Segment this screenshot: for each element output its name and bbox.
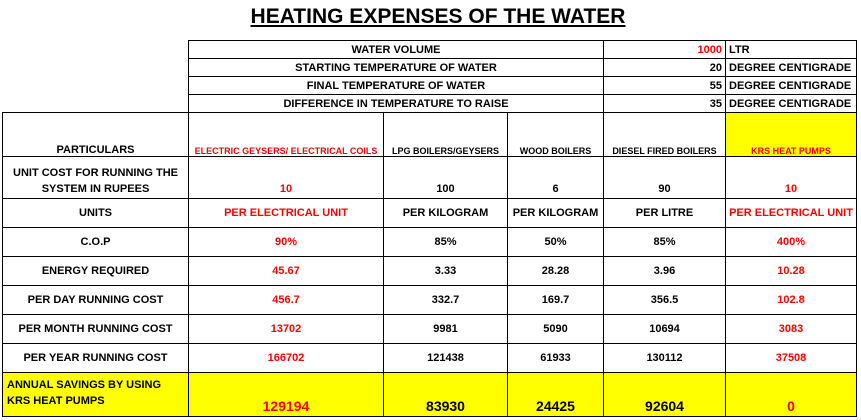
cell-lpg: 9981: [384, 315, 508, 344]
cell-lpg: 3.33: [384, 257, 508, 286]
info-unit: DEGREE CENTIGRADE: [726, 59, 857, 77]
expenses-table: [2, 40, 857, 417]
col-krs: KRS HEAT PUMPS: [726, 113, 857, 157]
savings-krs: 0: [726, 373, 857, 417]
cell-lpg: 100: [384, 157, 508, 199]
savings-lpg: 83930: [384, 373, 508, 417]
cell-diesel: 130112: [604, 344, 726, 373]
savings-electric: 129194: [189, 373, 384, 417]
info-label: FINAL TEMPERATURE OF WATER: [189, 77, 604, 95]
cell-electric: 90%: [189, 228, 384, 257]
cell-lpg: 85%: [384, 228, 508, 257]
row-unit-cost: [3, 157, 857, 199]
info-value: 20: [604, 59, 726, 77]
row-label: PER YEAR RUNNING COST: [3, 344, 189, 373]
info-row-start-temp: [3, 59, 857, 77]
info-unit: LTR: [726, 41, 857, 59]
cell-krs: 102.8: [726, 286, 857, 315]
info-value: 1000: [604, 41, 726, 59]
cell-krs: 10.28: [726, 257, 857, 286]
cell-wood: 50%: [508, 228, 604, 257]
col-electric: ELECTRIC GEYSERS/ ELECTRICAL COILS: [189, 113, 384, 157]
cell-electric: PER ELECTRICAL UNIT: [189, 199, 384, 228]
cell-diesel: 85%: [604, 228, 726, 257]
row-label: UNITS: [3, 199, 189, 228]
cell-krs: 10: [726, 157, 857, 199]
cell-diesel: 356.5: [604, 286, 726, 315]
cell-electric: 10: [189, 157, 384, 199]
savings-wood: 24425: [508, 373, 604, 417]
cell-wood: 5090: [508, 315, 604, 344]
row-per-year: [3, 344, 857, 373]
header-row: [3, 113, 857, 157]
cell-krs: 37508: [726, 344, 857, 373]
row-per-month: [3, 315, 857, 344]
info-row-final-temp: [3, 77, 857, 95]
cell-lpg: PER KILOGRAM: [384, 199, 508, 228]
row-units: [3, 199, 857, 228]
cell-wood: 28.28: [508, 257, 604, 286]
cell-electric: 13702: [189, 315, 384, 344]
row-cop: [3, 228, 857, 257]
row-label: PER MONTH RUNNING COST: [3, 315, 189, 344]
info-row-volume: [3, 41, 857, 59]
savings-diesel: 92604: [604, 373, 726, 417]
info-label: STARTING TEMPERATURE OF WATER: [189, 59, 604, 77]
cell-diesel: 90: [604, 157, 726, 199]
cell-wood: 169.7: [508, 286, 604, 315]
row-savings: [3, 373, 857, 417]
row-per-day: [3, 286, 857, 315]
cell-diesel: 3.96: [604, 257, 726, 286]
info-label: WATER VOLUME: [189, 41, 604, 59]
cell-krs: PER ELECTRICAL UNIT: [726, 199, 857, 228]
cell-wood: 6: [508, 157, 604, 199]
row-label: PER DAY RUNNING COST: [3, 286, 189, 315]
cell-electric: 456.7: [189, 286, 384, 315]
cell-krs: 400%: [726, 228, 857, 257]
cell-diesel: 10694: [604, 315, 726, 344]
cell-diesel: PER LITRE: [604, 199, 726, 228]
cell-wood: PER KILOGRAM: [508, 199, 604, 228]
info-unit: DEGREE CENTIGRADE: [726, 95, 857, 113]
col-lpg: LPG BOILERS/GEYSERS: [384, 113, 508, 157]
row-label: UNIT COST FOR RUNNING THE SYSTEM IN RUPEES: [3, 157, 189, 199]
cell-electric: 166702: [189, 344, 384, 373]
savings-label: ANNUAL SAVINGS BY USING KRS HEAT PUMPS: [3, 373, 189, 417]
info-unit: DEGREE CENTIGRADE: [726, 77, 857, 95]
cell-wood: 61933: [508, 344, 604, 373]
row-label: ENERGY REQUIRED: [3, 257, 189, 286]
cell-lpg: 332.7: [384, 286, 508, 315]
row-label: C.O.P: [3, 228, 189, 257]
cell-lpg: 121438: [384, 344, 508, 373]
col-diesel: DIESEL FIRED BOILERS: [604, 113, 726, 157]
info-label: DIFFERENCE IN TEMPERATURE TO RAISE: [189, 95, 604, 113]
info-row-difference: [3, 95, 857, 113]
info-value: 55: [604, 77, 726, 95]
cell-krs: 3083: [726, 315, 857, 344]
info-value: 35: [604, 95, 726, 113]
sheet-title: HEATING EXPENSES OF THE WATER: [250, 5, 626, 28]
row-energy: [3, 257, 857, 286]
col-wood: WOOD BOILERS: [508, 113, 604, 157]
cell-electric: 45.67: [189, 257, 384, 286]
col-particulars: PARTICULARS: [3, 113, 189, 157]
